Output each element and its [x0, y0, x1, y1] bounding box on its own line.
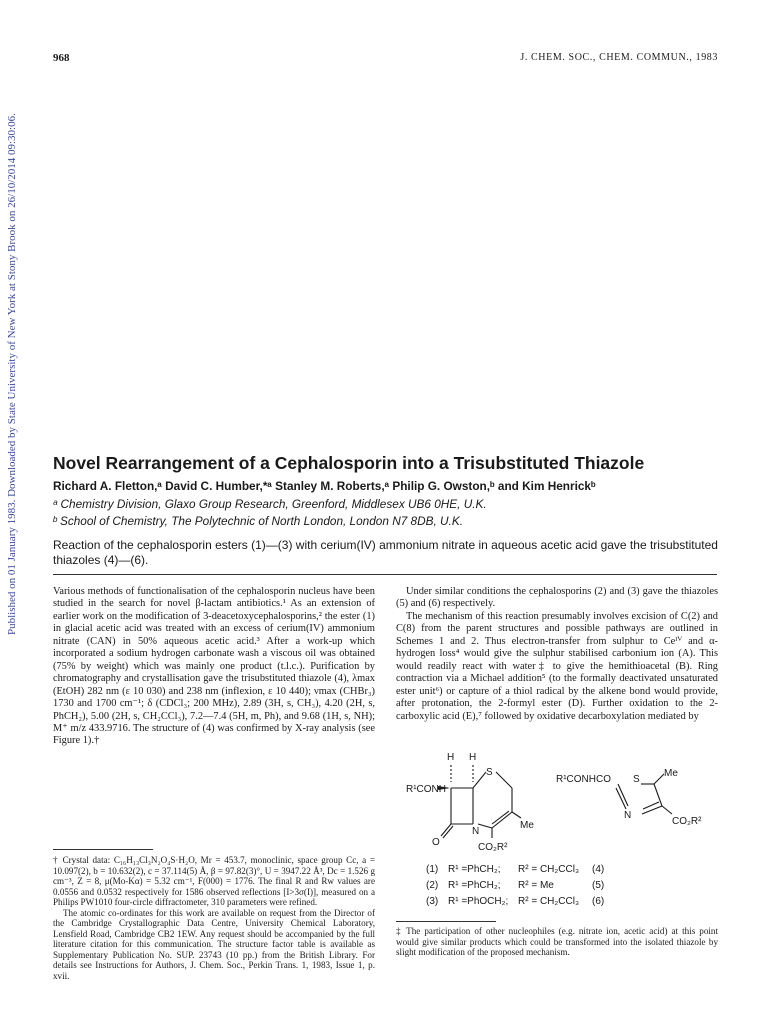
- thiazole-structure: [616, 774, 672, 814]
- affiliation-a: ᵃ Chemistry Division, Glaxo Group Research, Greenford, Middlesex UB6 0HE, U.K.: [53, 497, 487, 511]
- footnote-coordinates: The atomic co-ordinates for this work are available on request from the Director of the Cambridge Crystallographic Data Centre, University Chemical Laboratory, Lensfield Road, Cambridge CB2 1EW. Any request should be accompanied by the full literature citation for this communication. The structure factor table is available as Supplementary Publication No. SUP. 23743 (10 pp.) from the British Library. For details see Instructions for Authors, J. Chem. Soc., Perkin Trans. 1, 1983, Issue 1, p. xvii.: [53, 907, 375, 981]
- author-list: Richard A. Fletton,ᵃ David C. Humber,*ᵃ Stanley M. Roberts,ᵃ Philip G. Owston,ᵇ and Kim Henrickᵇ: [53, 479, 596, 493]
- structure-label-r1-amide: R¹CONH: [406, 784, 446, 795]
- body-column-left: [53, 586, 375, 748]
- structure-label-o: O: [432, 837, 440, 848]
- compound-row: [426, 864, 604, 875]
- structure-label-me: Me: [520, 820, 534, 831]
- structure-label-n: N: [624, 810, 632, 821]
- structure-label-ester: CO₂R²: [478, 842, 508, 853]
- compound-row: [426, 880, 604, 891]
- compound-number: (1): [426, 864, 439, 875]
- body-paragraph: Under similar conditions the cephalosporins (2) and (3) gave the thiazoles (5) and (6) respectively.: [396, 586, 718, 610]
- structure-label-n: N: [472, 826, 480, 837]
- compound-r2: R² = CH₂CCl₃: [518, 896, 580, 907]
- structure-label-h: H: [469, 752, 477, 763]
- download-watermark-text[interactable]: Published on 01 January 1983. Downloaded by State University of New York at Stony Brook on 26/10/2014 09:30:06.: [6, 113, 18, 635]
- footnotes-left: [53, 855, 375, 981]
- abstract: Reaction of the cephalosporin esters (1)—(3) with cerium(IV) ammonium nitrate in aqueous acetic acid gave the trisubstituted thiazoles (4)—(6).: [53, 538, 718, 567]
- footnote-divider: [53, 849, 153, 850]
- structure-label-s: S: [486, 767, 493, 778]
- compound-r1: R¹ =PhCH₂;: [448, 864, 501, 875]
- body-column-right: [396, 586, 718, 723]
- compound-number: (2): [426, 880, 439, 891]
- structure-label-me: Me: [664, 768, 678, 779]
- body-paragraph: The mechanism of this reaction presumably involves excision of C(2) and C(8) from the parent structures and possible pathways are outlined in Schemes 1 and 2. Thus electron-transfer from sulphur to Ceᴵⱽ and α-hydrogen loss⁴ would give the sulphur stabilised carbonium ion (A). This would readily react with water‡ to give the hemithioacetal (B). Ring contraction via a Michael addition⁵ (to the formally deactivated unsaturated ester unit⁶) or capture of a thiol radical by the alkene bond would provide, after protonation, the 2-formyl ester (D). Further oxidation to the 2-carboxylic acid (E),⁷ followed by oxidative decarboxylation mediated by: [396, 610, 718, 722]
- structure-label-s: S: [633, 774, 640, 785]
- affiliation-b: ᵇ School of Chemistry, The Polytechnic of North London, London N7 8DB, U.K.: [53, 514, 464, 528]
- compound-r2: R² = CH₂CCl₃: [518, 864, 580, 875]
- compound-number: (4): [592, 864, 605, 875]
- compound-r1: R¹ =PhCH₂;: [448, 880, 501, 891]
- download-watermark: [4, 113, 18, 635]
- compound-row: [426, 896, 604, 907]
- chemical-structures: [396, 742, 718, 917]
- compound-r1: R¹ =PhOCH₂;: [448, 896, 509, 907]
- body-paragraph: Various methods of functionalisation of the cephalosporin nucleus have been studied in the search for novel β-lactam antibiotics.¹ As an extension of earlier work on the modification of 3-deacetoxycephalosporins,² the ester (1) in glacial acetic acid was treated with an excess of cerium(IV) ammonium nitrate (CAN) in 50% aqueous acetic acid.³ After a work-up which incorporated a sodium hydrogen carbonate wash a viscous oil was obtained (75% by weight) which was mainly one product (t.l.c.). Purification by chromatography and crystallisation gave the trisubstituted thiazole (4), λmax (EtOH) 282 nm (ε 10 030) and 238 nm (inflexion, ε 10 440); νmax (CHBr₃) 1730 and 1700 cm⁻¹; δ (CDCl₃; 200 MHz), 2.89 (3H, s, CH₃), 4.20 (2H, s, PhCH₂), 5.00 (2H, s, CH₂CCl₃), 7.2—7.4 (5H, m, Ph), and 9.68 (1H, s, NH); M⁺ m/z 433.9716. The structure of (4) was confirmed by X-ray analysis (see Figure 1).†: [53, 586, 375, 747]
- compound-r2: R² = Me: [518, 880, 554, 891]
- structure-label-r1-amide: R¹CONHCO: [556, 774, 611, 785]
- footnote-nucleophiles: ‡ The participation of other nucleophiles (e.g. nitrate ion, acetic acid) at this point would give similar products which could be transformed into the isolated thiazole by slight modification of the proposed mechanism.: [396, 926, 718, 957]
- structure-label-ester: CO₂R²: [672, 816, 702, 827]
- structure-label-h: H: [447, 752, 455, 763]
- cephalosporin-structure: [438, 765, 521, 838]
- footnote-divider: [396, 921, 496, 922]
- page-number: 968: [53, 52, 70, 64]
- compound-list: [426, 864, 604, 907]
- compound-number: (3): [426, 896, 439, 907]
- footnote-crystal-data: † Crystal data: C₁₆H₁₃Cl₃N₂O₄S·H₂O, Mr = 453.7, monoclinic, space group Cc, a = 10.097(2), b = 10.632(2), c = 37.114(5) Å, β = 97.82(3)°, U = 3947.22 Å³, Dc = 1.526 g cm⁻³, Z = 8, μ(Mo-Kα) = 5.32 cm⁻¹, F(000) = 1776. The final R and Rw values are 0.0556 and 0.0532 respectively for 1586 observed reflections [I>3σ(I)], measured on a Philips PW1010 four-circle diffractometer, 310 parameters were refined.: [53, 855, 375, 907]
- compound-number: (5): [592, 880, 605, 891]
- article-title: Novel Rearrangement of a Cephalosporin into a Trisubstituted Thiazole: [53, 453, 645, 473]
- compound-number: (6): [592, 896, 605, 907]
- abstract-divider: [53, 574, 717, 575]
- running-head: J. CHEM. SOC., CHEM. COMMUN., 1983: [520, 52, 718, 63]
